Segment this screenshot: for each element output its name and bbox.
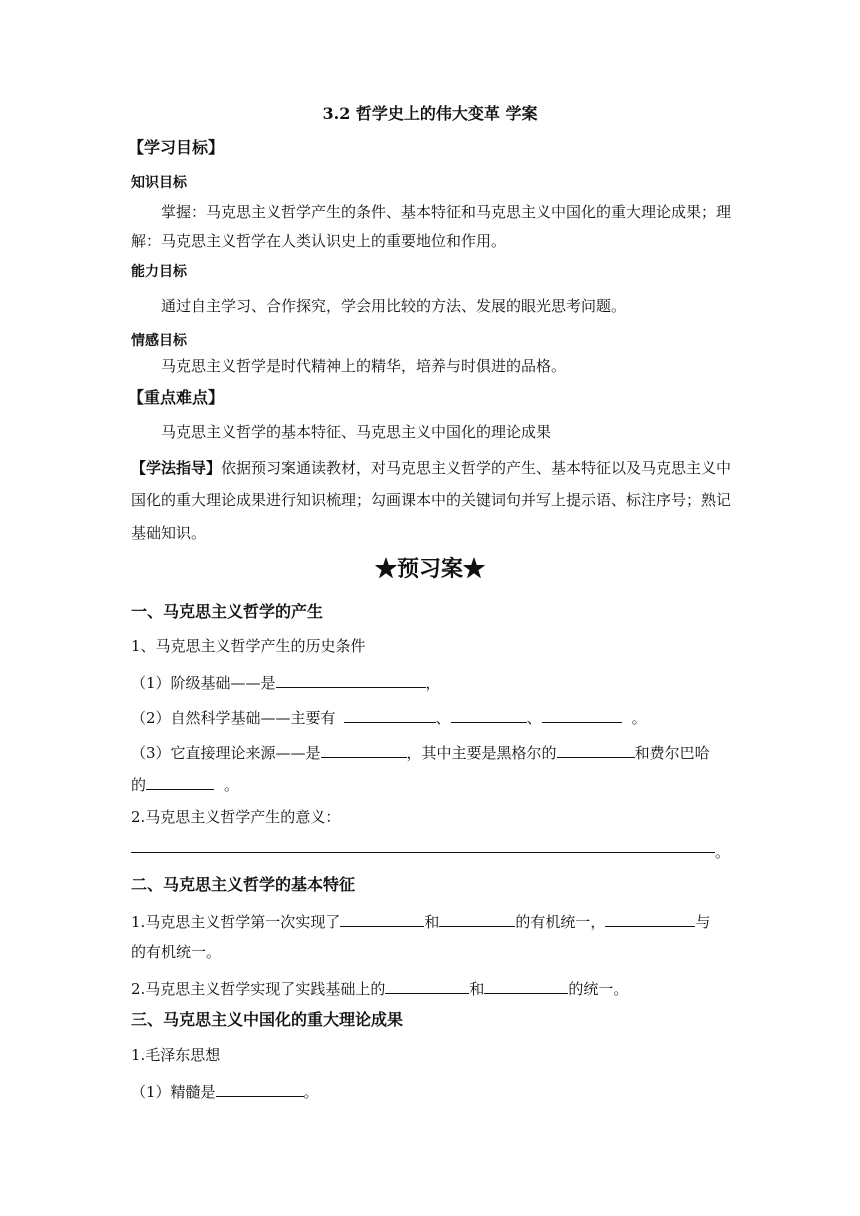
method-line2: 国化的重大理论成果进行知识梳理；勾画课本中的关键词句并写上提示语、标注序号；熟记 (131, 491, 732, 509)
method-label: 【学法指导】 (131, 459, 222, 477)
section3-title: 三、马克思主义中国化的重大理论成果 (131, 1010, 404, 1029)
sub3-text-d: 的 (131, 776, 147, 794)
keypoints-header: 【重点难点】 (128, 388, 225, 407)
answer-blank[interactable] (340, 910, 424, 927)
method-line3: 基础知识。 (131, 524, 207, 542)
section2-item2 (131, 977, 628, 999)
s2-item1-with: 与 (695, 913, 711, 931)
sub3-text-c: 和费尔巴哈 (634, 744, 710, 762)
knowledge-text-line1: 掌握：马克思主义哲学产生的条件、基本特征和马克思主义中国化的重大理论成果；理 (161, 203, 732, 221)
s2-item1-and: 和 (424, 913, 440, 931)
sub3-text-b: ，其中主要是黑格尔的 (406, 744, 557, 762)
section2-item1 (131, 910, 710, 932)
sub1-comma: ， (425, 674, 441, 692)
sub3-text: （3）它直接理论来源——是 (131, 744, 321, 762)
section1-sub3 (131, 741, 710, 763)
ability-label: 能力目标 (131, 264, 187, 280)
objectives-header: 【学习目标】 (128, 138, 225, 157)
section1-item2: 2.马克思主义哲学产生的意义： (131, 808, 341, 826)
knowledge-text-line2: 解：马克思主义哲学在人类认识史上的重要地位和作用。 (131, 232, 507, 250)
answer-blank[interactable] (146, 773, 214, 790)
sub2-end: 。 (631, 709, 647, 727)
s2-item2-text: 2.马克思主义哲学实现了实践基础上的 (131, 980, 386, 998)
section1-sub3-cont (131, 773, 239, 795)
answer-blank[interactable] (484, 977, 568, 994)
section2-item1-cont: 的有机统一。 (131, 943, 222, 961)
section1-item2-end: 。 (715, 843, 731, 861)
section1-sub2 (131, 706, 647, 728)
answer-blank[interactable] (276, 671, 426, 688)
sub2-sep1: 、 (435, 709, 451, 727)
section1-sub1 (131, 671, 441, 693)
emotion-label: 情感目标 (131, 333, 187, 349)
s2-item1-text: 1.马克思主义哲学第一次实现了 (131, 913, 341, 931)
answer-blank[interactable] (321, 741, 407, 758)
preview-title: ★预习案★ (374, 556, 485, 582)
s3-sub1-end: 。 (303, 1083, 319, 1101)
section2-title: 二、马克思主义哲学的基本特征 (131, 875, 356, 894)
section1-item1: 1、马克思主义哲学产生的历史条件 (131, 637, 366, 655)
answer-blank-full[interactable] (131, 852, 715, 853)
answer-blank[interactable] (439, 910, 515, 927)
answer-blank[interactable] (216, 1080, 304, 1097)
method-line1 (131, 458, 731, 478)
section3-sub1 (131, 1080, 319, 1102)
answer-blank[interactable] (344, 706, 436, 723)
s3-sub1-text: （1）精髓是 (131, 1083, 216, 1101)
s2-item1-text-c: 的有机统一， (515, 913, 606, 931)
sub2-sep2: 、 (526, 709, 542, 727)
knowledge-label: 知识目标 (131, 175, 187, 191)
section1-title: 一、马克思主义哲学的产生 (131, 602, 324, 621)
section3-item1: 1.毛泽东思想 (131, 1046, 221, 1064)
page-title: 3.2 哲学史上的伟大变革 学案 (322, 104, 538, 123)
emotion-text: 马克思主义哲学是时代精神上的精华，培养与时俱进的品格。 (161, 357, 567, 375)
sub3-end: 。 (224, 776, 240, 794)
ability-text: 通过自主学习、合作探究，学会用比较的方法、发展的眼光思考问题。 (161, 297, 627, 315)
keypoints-text: 马克思主义哲学的基本特征、马克思主义中国化的理论成果 (161, 423, 552, 441)
answer-blank[interactable] (451, 706, 527, 723)
s2-item2-end: 的统一。 (568, 980, 629, 998)
answer-blank[interactable] (605, 910, 695, 927)
s2-item2-and: 和 (469, 980, 485, 998)
method-text-1: 依据预习案通读教材，对马克思主义哲学的产生、基本特征以及马克思主义中 (221, 459, 732, 477)
answer-blank[interactable] (557, 741, 635, 758)
answer-blank[interactable] (542, 706, 622, 723)
answer-blank[interactable] (385, 977, 469, 994)
sub1-text: （1）阶级基础——是 (131, 674, 276, 692)
sub2-text: （2）自然科学基础——主要有 (131, 709, 336, 727)
